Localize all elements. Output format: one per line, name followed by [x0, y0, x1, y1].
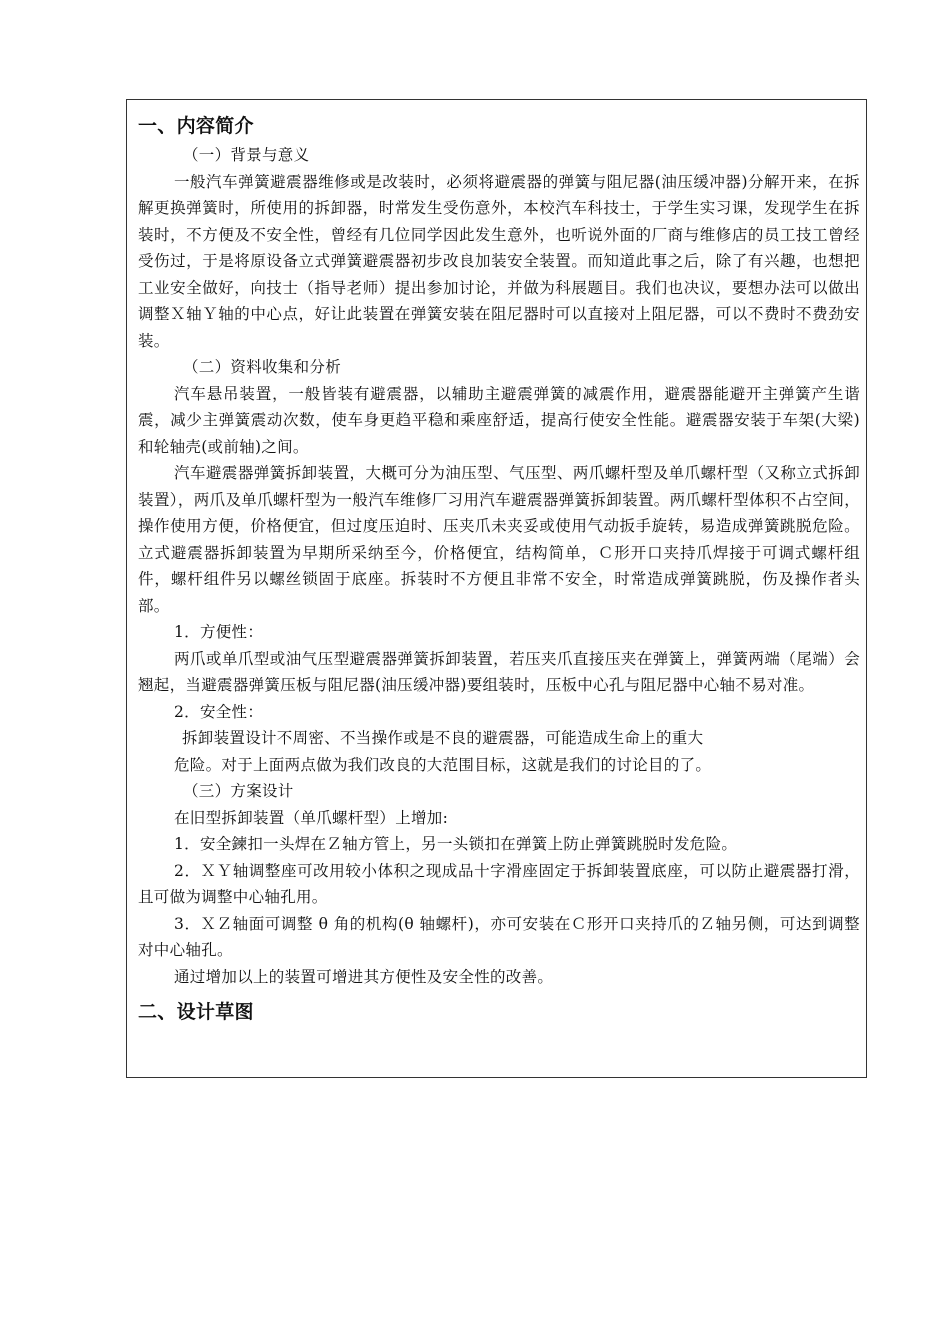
paragraph-safety-line2: 危险。对于上面两点做为我们改良的大范围目标，这就是我们的讨论目的了。 — [174, 755, 712, 774]
subsection-data-collection: （二）资料收集和分析 — [183, 358, 342, 376]
paragraph-suspension: 汽车悬吊装置，一般皆装有避震器，以辅助主避震弹簧的减震作用，避震器能避开主弹簧产生谐震，减少主弹簧震动次数，使车身更趋平稳和乘座舒适，提高行使安全性能。避震器安装于车架(大梁)和轮轴壳(或前轴)之间。 — [138, 384, 860, 456]
subsection-background: （一）背景与意义 — [183, 146, 310, 164]
item-safety-label: 2．安全性： — [174, 702, 264, 721]
paragraph-spring-removal-devices: 汽车避震器弹簧拆卸装置，大概可分为油压型、气压型、两爪螺杆型及单爪螺杆型（又称立式拆卸装置），两爪及单爪螺杆型为一般汽车维修厂习用汽车避震器弹簧拆卸装置。两爪螺杆型体积不占空间，操作使用方便，价格便宜，但过度压迫时、压夹爪未夹妥或使用气动扳手旋转，易造成弹簧跳脱危险。立式避震器拆卸装置为早期所采纳至今，价格便宜，结构简单，Ｃ形开口夹持爪焊接于可调式螺杆组件，螺杆组件另以螺丝锁固于底座。拆装时不方便且非常不安全，时常造成弹簧跳脱，伤及操作者头部。 — [138, 464, 860, 615]
subsection-design-plan: （三）方案设计 — [183, 782, 294, 800]
list-item-xy-slide: 2．ＸＹ轴调整座可改用较小体积之现成品十字滑座固定于拆卸装置底座，可以防止避震器打滑，且可做为调整中心轴孔用。 — [138, 861, 860, 906]
document-body — [138, 110, 860, 1028]
list-item-safety-chain: 1．安全鍊扣一头焊在Ｚ轴方管上，另一头锁扣在弹簧上防止弹簧跳脱时发危险。 — [174, 835, 738, 853]
item-convenience-label: 1．方便性： — [174, 623, 264, 641]
paragraph-design-intro: 在旧型拆卸装置（单爪螺杆型）上增加: — [174, 808, 449, 827]
list-item-theta-mechanism: 3．ＸＺ轴面可调整 θ 角的机构(θ 轴螺杆)，亦可安装在Ｃ形开口夹持爪的Ｚ轴另侧，可达到调整对中心轴孔。 — [138, 914, 860, 959]
paragraph-safety-line1: 拆卸装置设计不周密、不当操作或是不良的避震器，可能造成生命上的重大 — [182, 729, 704, 747]
paragraph-background: 一般汽车弹簧避震器维修或是改装时，必须将避震器的弹簧与阻尼器(油压缓冲器)分解开来，在拆解更换弹簧时，所使用的拆卸器，时常发生受伤意外，本校汽车科技士，于学生实习课，发现学生在拆装时，不方便及不安全性，曾经有几位同学因此发生意外，也听说外面的厂商与维修店的员工技工曾经受伤过，于是将原设备立式弹簧避震器初步改良加装安全装置。而知道此事之后，除了有兴趣，也想把工业安全做好，向技士（指导老师）提出参加讨论，并做为科展题目。我们也决议，要想办法可以做出调整Ｘ轴Ｙ轴的中心点，好让此装置在弹簧安装在阻尼器时可以直接对上阻尼器，可以不费时不费劲安装。 — [138, 172, 860, 350]
paragraph-conclusion: 通过增加以上的装置可增进其方便性及安全性的改善。 — [174, 967, 554, 986]
paragraph-convenience: 两爪或单爪型或油气压型避震器弹簧拆卸装置，若压夹爪直接压夹在弹簧上，弹簧两端（尾端）会翘起，当避震器弹簧压板与阻尼器(油压缓冲器)要组装时，压板中心孔与阻尼器中心轴不易对准。 — [138, 649, 860, 694]
section-title-intro: 一、内容简介 — [138, 115, 254, 137]
section-title-design-sketch: 二、设计草图 — [138, 1001, 254, 1023]
